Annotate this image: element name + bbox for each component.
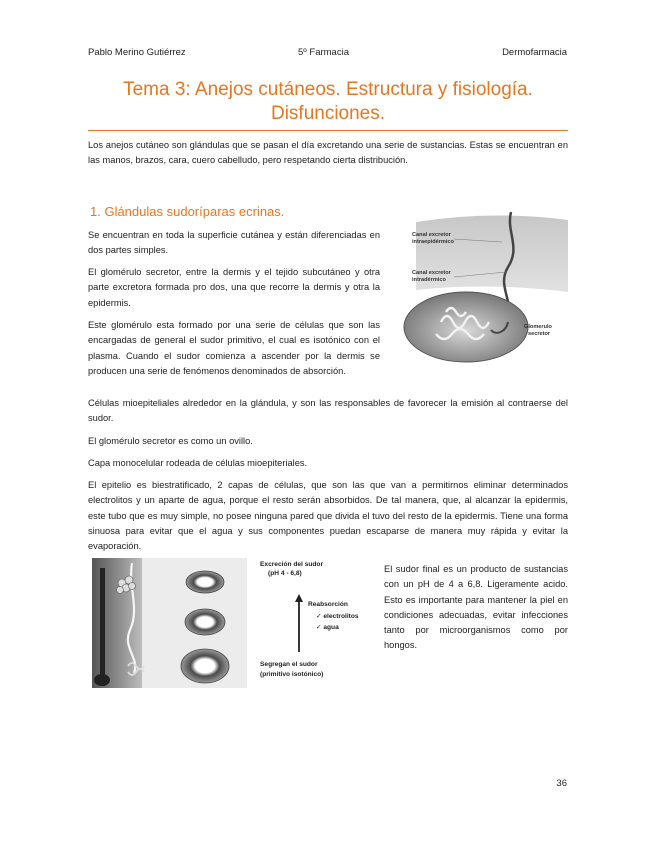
item-agua: ✓ agua <box>316 624 339 631</box>
paragraph-6: Capa monocelular rodeada de células mioepiteriales. <box>88 458 308 468</box>
cross-section-2 <box>185 609 225 635</box>
label-intradermico-1: Canal excretor <box>412 270 451 276</box>
header-subject: Dermofarmacia <box>502 47 567 58</box>
sweat-gland-figure <box>396 212 568 364</box>
paragraph-3: Este glomérulo esta formado por una serie de células que son las encargadas de general el sudor primitivo, el cual es isotónico con el plasma. Cuando el sudor comienza a ascender por la dermis se producen una serie de fenómenos denominados de absorción. <box>88 320 380 376</box>
label-glomerulo-1: Glomerulo <box>524 324 552 330</box>
sweat-excretion-figure <box>92 558 372 688</box>
intro-paragraph: Los anejos cutáneo son glándulas que se pasan el día excretando una serie de sustancias. Estas se encuentran en las manos, brazos, cara, cuero cabelludo, pero respetando cierta distribución. <box>88 140 568 166</box>
page-number: 36 <box>556 778 567 789</box>
paragraph-1: Se encuentran en toda la superficie cutánea y están diferenciadas en dos partes simples. <box>88 230 380 256</box>
label-glomerulo-2: secretor <box>528 331 551 337</box>
cross-section-1 <box>186 571 224 593</box>
title-line-2: Disfunciones. <box>270 103 386 124</box>
header-author: Pablo Merino Gutiérrez <box>88 47 186 58</box>
reabsorcion-label: Reabsorción <box>308 601 348 608</box>
sweat-excretion-diagram <box>92 558 372 688</box>
page-title <box>88 78 568 126</box>
hair-bulb <box>94 674 110 686</box>
top-label-2: (pH 4 - 6,8) <box>268 570 302 577</box>
bottom-label-1: Segregan el sudor <box>260 661 318 668</box>
paragraph-2: El glomérulo secretor, entre la dermis y el tejido subcutáneo y otra parte excretora formada pro dos, una que recorre la dermis y otra la epidermis. <box>88 267 380 308</box>
top-label-1: Excreción del sudor <box>260 561 324 568</box>
bottom-label-2: (primitivo isotónico) <box>260 671 324 678</box>
label-intraepidermico-1: Canal excretor <box>412 232 451 238</box>
paragraph-7: El epitelio es biestratificado, 2 capas de células, que son las que van a permitirnos eliminar determinados electrolitos y un aparte de agua, porque el resto serán absorbidos. De tal manera, que, al alcanzar la epidermis, este tubo que es muy simple, no posee ninguna pared que divida el tuvo del resto de la epidermis. Tiene una forma sinuosa para evitar que el agua y sus componentes puedan escaparse de manera muy rápida y evitar la evaporación. <box>88 480 568 552</box>
label-intraepidermico-2: intraepidérmico <box>412 239 454 245</box>
label-intradermico-2: intradérmico <box>412 277 446 283</box>
paragraph-5: El glomérulo secretor es como un ovillo. <box>88 436 253 446</box>
title-divider <box>88 130 568 131</box>
title-line-1: Tema 3: Anejos cutáneos. Estructura y fisiología. <box>123 79 533 100</box>
item-electrolitos: ✓ electrolitos <box>316 613 359 620</box>
cross-section-3 <box>181 649 229 683</box>
paragraph-8: El sudor final es un producto de sustancias con un pH de 4 a 6,8. Ligeramente acido. Esto es importante para mantener la piel en condiciones adecuadas, evitar infecciones tanto por microorganismos como por hongos. <box>384 564 568 651</box>
section-heading: 1. Glándulas sudoríparas ecrinas. <box>90 204 285 219</box>
glomerulus-capsule <box>404 292 528 362</box>
header-course: 5º Farmacia <box>298 47 349 58</box>
upward-arrow-head <box>295 594 303 602</box>
paragraph-4: Células mioepiteliales alrededor en la glándula, y son las responsables de favorecer la emisión al contraerse del sudor. <box>88 398 568 424</box>
hair-shaft <box>100 568 105 686</box>
sweat-gland-diagram <box>396 212 568 364</box>
